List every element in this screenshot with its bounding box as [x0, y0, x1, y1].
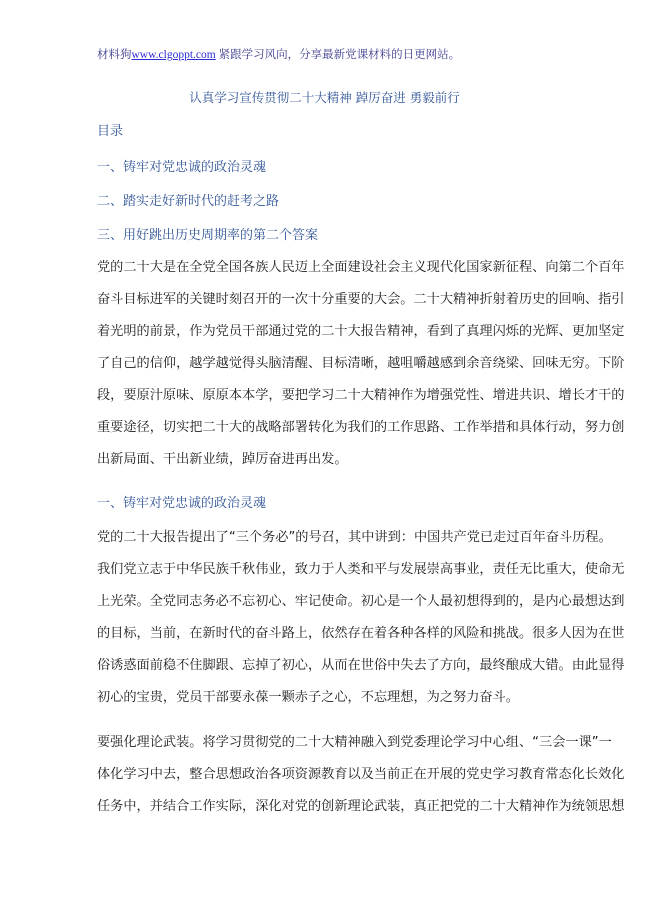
- paragraph-line: 重要途径，切实把二十大的战略部署转化为我们的工作思路、工作举措和具体行动，努力创: [97, 420, 625, 435]
- header-link[interactable]: www.clgoppt.com: [131, 49, 216, 61]
- paragraph-line: 体化学习中去，整合思想政治各项资源教育以及当前正在开展的党史学习教育常态化长效化: [97, 767, 625, 782]
- paragraph-line: 出新局面、干出新业绩，踔厉奋进再出发。: [97, 452, 348, 467]
- paragraph-line: 上光荣。全党同志务必不忘初心、牢记使命。初心是一个人最初想得到的，是内心最想达到: [97, 594, 625, 609]
- paragraph-line: 的目标，当前，在新时代的奋斗路上，依然存在着各种各样的风险和挑战。很多人因为在世: [97, 626, 625, 641]
- paragraph-line: 任务中，并结合工作实际，深化对党的创新理论武装，真正把党的二十大精神作为统领思想: [97, 799, 625, 814]
- header-prefix: 材料狗: [97, 49, 132, 61]
- paragraph-line: 段，要原汁原味、原原本本学，要把学习二十大精神作为增强党性、增进共识、增长才干的: [97, 388, 625, 403]
- paragraph-line: 着光明的前景，作为党员干部通过党的二十大报告精神，看到了真理闪烁的光辉、更加坚定: [97, 324, 625, 339]
- paragraph-line: 我们党立志于中华民族千秋伟业，致力于人类和平与发展崇高事业，责任无比重大，使命无: [97, 562, 625, 577]
- section-heading: 一、铸牢对党忠诚的政治灵魂: [97, 496, 267, 511]
- paragraph-line: 初心的宝贵，党员干部要永葆一颗赤子之心，不忘理想，为之努力奋斗。: [97, 690, 519, 705]
- toc-item[interactable]: 二、踏实走好新时代的赶考之路: [97, 194, 280, 209]
- toc-item[interactable]: 一、铸牢对党忠诚的政治灵魂: [97, 160, 267, 175]
- paragraph-line: 党的二十大报告提出了“三个务必”的号召，其中讲到：中国共产党已走过百年奋斗历程。: [97, 530, 612, 545]
- paragraph-line: 要强化理论武装。将学习贯彻党的二十大精神融入到党委理论学习中心组、“三会一课”一: [97, 735, 612, 750]
- paragraph-line: 了自己的信仰，越学越觉得头脑清醒、目标清晰，越咀嚼越感到余音绕梁、回味无穷。下阶: [97, 356, 625, 371]
- toc-item[interactable]: 三、用好跳出历史周期率的第二个答案: [97, 228, 319, 243]
- toc-heading: 目录: [97, 124, 124, 139]
- header-suffix: 紧跟学习风向，分享最新党课材料的日更网站。: [215, 49, 461, 61]
- paragraph-line: 党的二十大是在全党全国各族人民迈上全面建设社会主义现代化国家新征程、向第二个百年: [97, 260, 625, 275]
- paragraph-line: 奋斗目标进军的关键时刻召开的一次十分重要的大会。二十大精神折射着历史的回响、指引: [97, 292, 625, 307]
- paragraph-line: 俗诱惑面前稳不住脚跟、忘掉了初心，从而在世俗中失去了方向，最终酿成大错。由此显得: [97, 658, 625, 673]
- site-header: [97, 46, 460, 62]
- document-title: 认真学习宣传贯彻二十大精神 踔厉奋进 勇毅前行: [189, 90, 460, 105]
